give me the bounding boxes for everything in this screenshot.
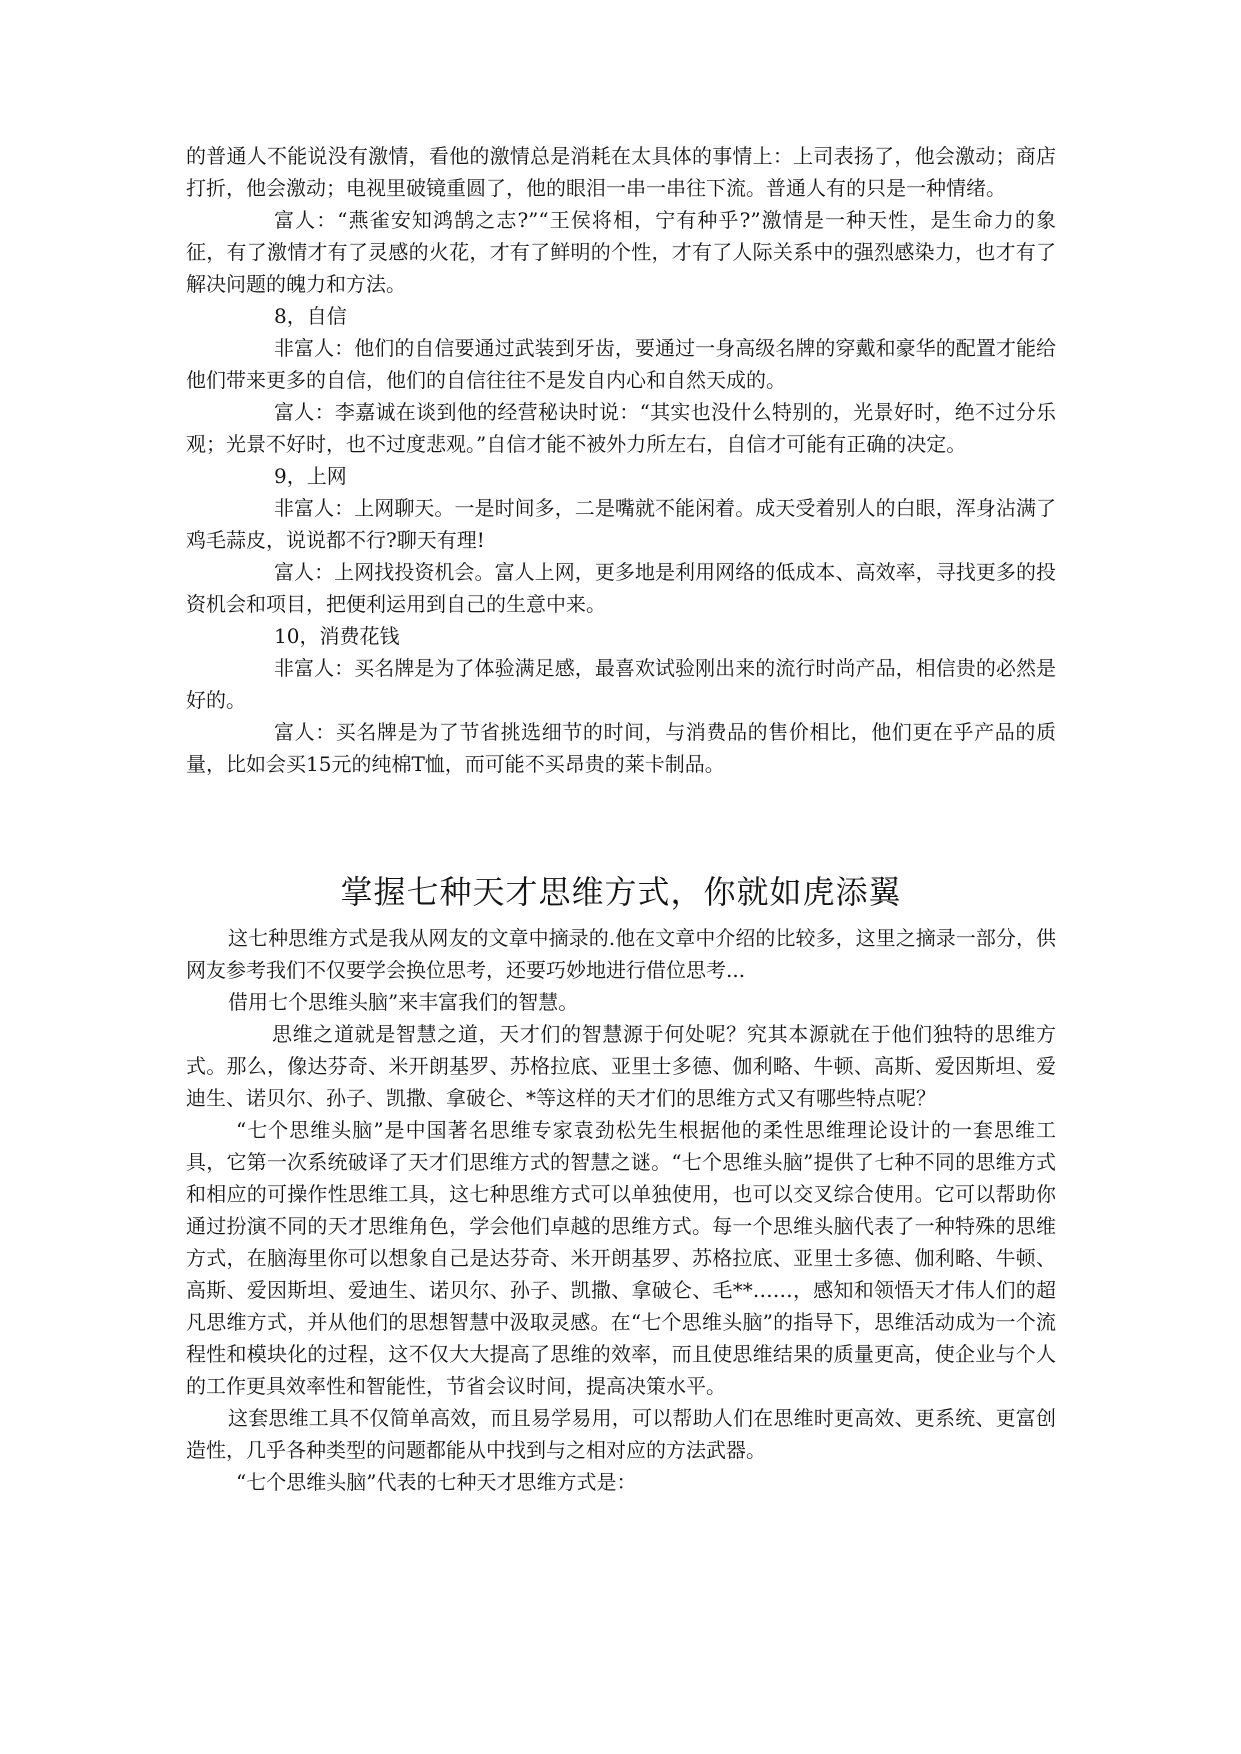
- paragraph: 富人：“燕雀安知鸿鹄之志?”“王侯将相，宁有种乎?”激情是一种天性，是生命力的象征，有了激情才有了灵感的火花，才有了鲜明的个性，才有了人际关系中的强烈感染力，也才有了解决问题的魄力和方法。: [186, 208, 1056, 296]
- numbered-heading: 8，自信: [274, 304, 347, 328]
- paragraph: 非富人：上网聊天。一是时间多，二是嘴就不能闲着。成天受着别人的白眼，浑身沾满了鸡毛蒜皮，说说都不行?聊天有理!: [186, 496, 1056, 552]
- paragraph: 这七种思维方式是我从网友的文章中摘录的.他在文章中介绍的比较多，这里之摘录一部分，供网友参考我们不仅要学会换位思考，还要巧妙地进行借位思考...: [186, 926, 1056, 982]
- numbered-heading: 9，上网: [274, 464, 347, 488]
- section-seven-thinking-modes: [186, 922, 1056, 1498]
- numbered-heading: 10，消费花钱: [274, 624, 400, 648]
- paragraph: 富人：李嘉诚在谈到他的经营秘诀时说：“其实也没什么特别的，光景好时，绝不过分乐观；光景不好时，也不过度悲观。”自信才能不被外力所左右，自信才可能有正确的决定。: [186, 400, 1056, 456]
- paragraph: 这套思维工具不仅简单高效，而且易学易用，可以帮助人们在思维时更高效、更系统、更富创造性，几乎各种类型的问题都能从中找到与之相对应的方法武器。: [186, 1406, 1056, 1462]
- paragraph: 富人：上网找投资机会。富人上网，更多地是利用网络的低成本、高效率，寻找更多的投资机会和项目，把便利运用到自己的生意中来。: [186, 560, 1056, 616]
- paragraph: 借用七个思维头脑”来丰富我们的智慧。: [228, 990, 579, 1014]
- section-rich-vs-poor: [186, 140, 1056, 780]
- paragraph: 思维之道就是智慧之道，天才们的智慧源于何处呢？究其本源就在于他们独特的思维方式。那么，像达芬奇、米开朗基罗、苏格拉底、亚里士多德、伽利略、牛顿、高斯、爱因斯坦、爱迪生、诺贝尔、孙子、凯撒、拿破仑、*等这样的天才们的思维方式又有哪些特点呢？: [186, 1022, 1056, 1110]
- article-title: 掌握七种天才思维方式，你就如虎添翼: [340, 873, 902, 911]
- paragraph: 的普通人不能说没有激情，看他的激情总是消耗在太具体的事情上：上司表扬了，他会激动；商店打折，他会激动；电视里破镜重圆了，他的眼泪一串一串往下流。普通人有的只是一种情绪。: [186, 144, 1056, 200]
- paragraph: 非富人：他们的自信要通过武装到牙齿，要通过一身高级名牌的穿戴和豪华的配置才能给他们带来更多的自信，他们的自信往往不是发自内心和自然天成的。: [186, 336, 1056, 392]
- paragraph: “七个思维头脑”是中国著名思维专家袁劲松先生根据他的柔性思维理论设计的一套思维工具，它第一次系统破译了天才们思维方式的智慧之谜。“七个思维头脑”提供了七种不同的思维方式和相应的可操作性思维工具，这七种思维方式可以单独使用，也可以交叉综合使用。它可以帮助你通过扮演不同的天才思维角色，学会他们卓越的思维方式。每一个思维头脑代表了一种特殊的思维方式，在脑海里你可以想象自己是达芬奇、米开朗基罗、苏格拉底、亚里士多德、伽利略、牛顿、高斯、爱因斯坦、爱迪生、诺贝尔、孙子、凯撒、拿破仑、毛**……，感知和领悟天才伟人们的超凡思维方式，并从他们的思想智慧中汲取灵感。在“七个思维头脑”的指导下，思维活动成为一个流程性和模块化的过程，这不仅大大提高了思维的效率，而且使思维结果的质量更高，使企业与个人的工作更具效率性和智能性，节省会议时间，提高决策水平。: [186, 1118, 1056, 1398]
- paragraph: “七个思维头脑”代表的七种天才思维方式是：: [236, 1470, 637, 1494]
- paragraph: 富人：买名牌是为了节省挑选细节的时间，与消费品的售价相比，他们更在乎产品的质量，比如会买15元的纯棉T恤，而可能不买昂贵的莱卡制品。: [186, 720, 1056, 776]
- paragraph: 非富人：买名牌是为了体验满足感，最喜欢试验刚出来的流行时尚产品，相信贵的必然是好的。: [186, 656, 1056, 712]
